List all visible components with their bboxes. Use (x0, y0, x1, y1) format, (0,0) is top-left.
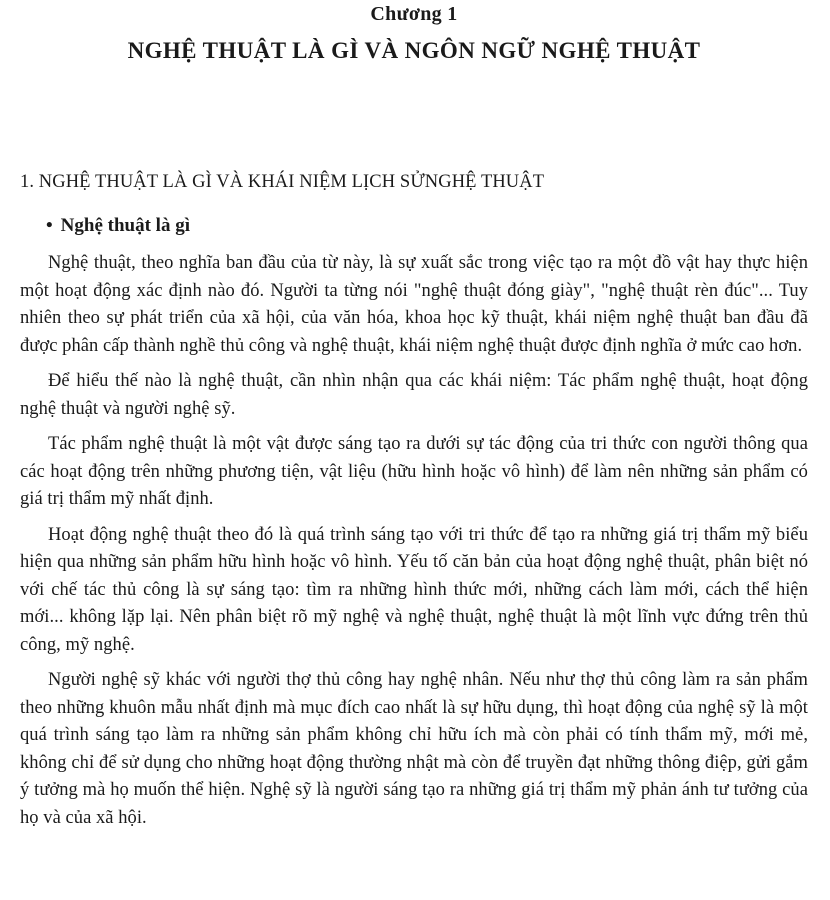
sub-heading (46, 213, 808, 239)
paragraph: Để hiểu thế nào là nghệ thuật, cần nhìn nhận qua các khái niệm: Tác phẩm nghệ thuật, hoạt động nghệ thuật và người nghệ sỹ. (20, 371, 808, 419)
body-text (20, 250, 808, 832)
paragraph: Tác phẩm nghệ thuật là một vật được sáng tạo ra dưới sự tác động của tri thức con người thông qua các hoạt động trên những phương tiện, vật liệu (hữu hình hoặc vô hình) để làm nên những sản phẩm có giá trị thẩm mỹ nhất định. (20, 434, 808, 509)
paragraph: Nghệ thuật, theo nghĩa ban đầu của từ này, là sự xuất sắc trong việc tạo ra một đồ vật hay thực hiện một hoạt động xác định nào đó. Người ta từng nói "nghệ thuật đóng giày", "nghệ thuật rèn đúc"... Tuy nhiên theo sự phát triển của xã hội, của văn hóa, khoa học kỹ thuật, khái niệm nghệ thuật ban đầu đã được phân cấp thành nghề thủ công và nghệ thuật, khái niệm nghệ thuật được định nghĩa ở mức cao hơn. (20, 253, 808, 356)
chapter-title: NGHỆ THUẬT LÀ GÌ VÀ NGÔN NGỮ NGHỆ THUẬT (127, 38, 701, 63)
paragraph: Hoạt động nghệ thuật theo đó là quá trình sáng tạo với tri thức để tạo ra những giá trị thẩm mỹ biểu hiện qua những sản phẩm hữu hình hoặc vô hình. Yếu tố căn bản của hoạt động nghệ thuật, phân biệt nó với chế tác thủ công là sự sáng tạo: tìm ra những hình thức mới, những cách làm mới, cách thể hiện mới... không lặp lại. Nên phân biệt rõ mỹ nghệ và nghệ thuật, nghệ thuật là một lĩnh vực đứng trên thủ công, mỹ nghệ. (20, 524, 808, 655)
paragraph: Người nghệ sỹ khác với người thợ thủ công hay nghệ nhân. Nếu như thợ thủ công làm ra sản phẩm theo những khuôn mẫu nhất định mà mục đích cao nhất là sự hữu dụng, thì hoạt động của nghệ sỹ là một quá trình sáng tạo làm ra những sản phẩm không chỉ hữu ích mà còn phải có tính thẩm mỹ, mới mẻ, không chỉ để sử dụng cho những hoạt động thường nhật mà còn để truyền đạt những thông điệp, gửi gắm ý tưởng mà họ muốn thể hiện. Nghệ sỹ là người sáng tạo ra những giá trị thẩm mỹ phản ánh tư tưởng của họ và của xã hội. (20, 670, 808, 828)
chapter-label: Chương 1 (370, 3, 458, 25)
section-heading: 1. NGHỆ THUẬT LÀ GÌ VÀ KHÁI NIỆM LỊCH SỬNGHỆ THUẬT (20, 172, 545, 192)
bullet-icon: • (46, 215, 53, 236)
sub-heading-text: Nghệ thuật là gì (60, 215, 190, 236)
